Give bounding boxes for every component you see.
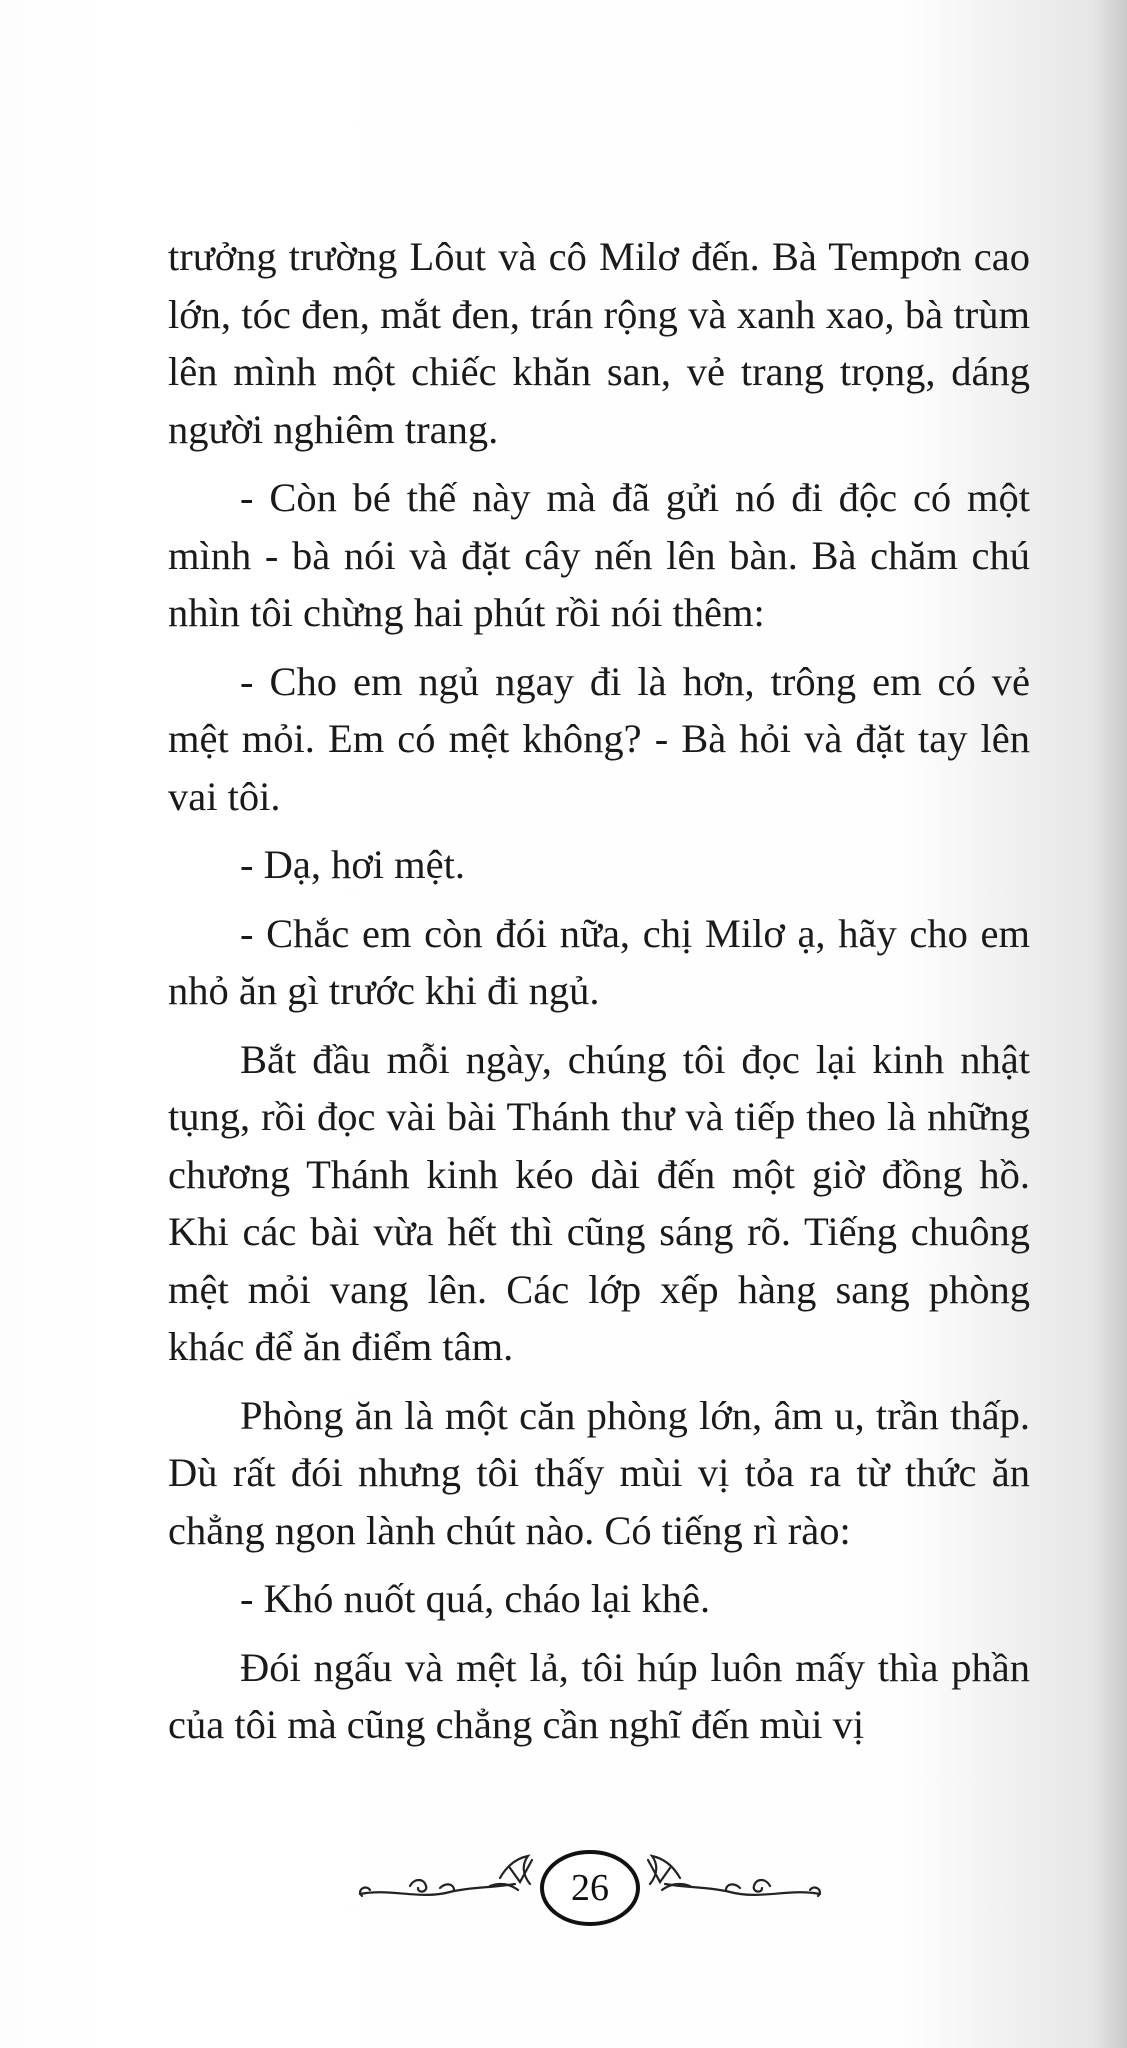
paragraph-8: - Khó nuốt quá, cháo lại khê. [240, 1576, 711, 1621]
paragraph-2: - Còn bé thế này mà đã gửi nó đi độc có một mình - bà nói và đặt cây nến lên bàn. Bà chăm chú nhìn tôi chừng hai phút rồi nói thêm: [168, 475, 1030, 635]
paragraph-1: trưởng trường Lôut và cô Milơ đến. Bà Tempơn cao lớn, tóc đen, mắt đen, trán rộng và xanh xao, bà trùm lên mình một chiếc khăn san, vẻ trang trọng, dáng người nghiêm trang. [168, 234, 1030, 452]
paragraph-4: - Dạ, hơi mệt. [240, 842, 465, 887]
paragraph-9: Đói ngấu và mệt lả, tôi húp luôn mấy thìa phần của tôi mà cũng chẳng cần nghĩ đến mùi vị [168, 1644, 1030, 1747]
page-footer [350, 1838, 830, 1938]
paragraph-6: Bắt đầu mỗi ngày, chúng tôi đọc lại kinh nhật tụng, rồi đọc vài bài Thánh thư và tiếp theo là những chương Thánh kinh kéo dài đến một giờ đồng hồ. Khi các bài vừa hết thì cũng sáng rõ. Tiếng chuông mệt mỏi vang lên. Các lớp xếp hàng sang phòng khác để ăn điểm tâm. [168, 1036, 1030, 1369]
page-number: 26 [571, 1867, 609, 1909]
body-text [168, 228, 1030, 1765]
paragraph-7: Phòng ăn là một căn phòng lớn, âm u, trần thấp. Dù rất đói nhưng tôi thấy mùi vị tỏa ra từ thức ăn chẳng ngon lành chút nào. Có tiếng rì rào: [168, 1392, 1030, 1553]
paragraph-5: - Chắc em còn đói nữa, chị Milơ ạ, hãy cho em nhỏ ăn gì trước khi đi ngủ. [168, 910, 1030, 1013]
paragraph-3: - Cho em ngủ ngay đi là hơn, trông em có vẻ mệt mỏi. Em có mệt không? - Bà hỏi và đặt tay lên vai tôi. [168, 658, 1030, 819]
